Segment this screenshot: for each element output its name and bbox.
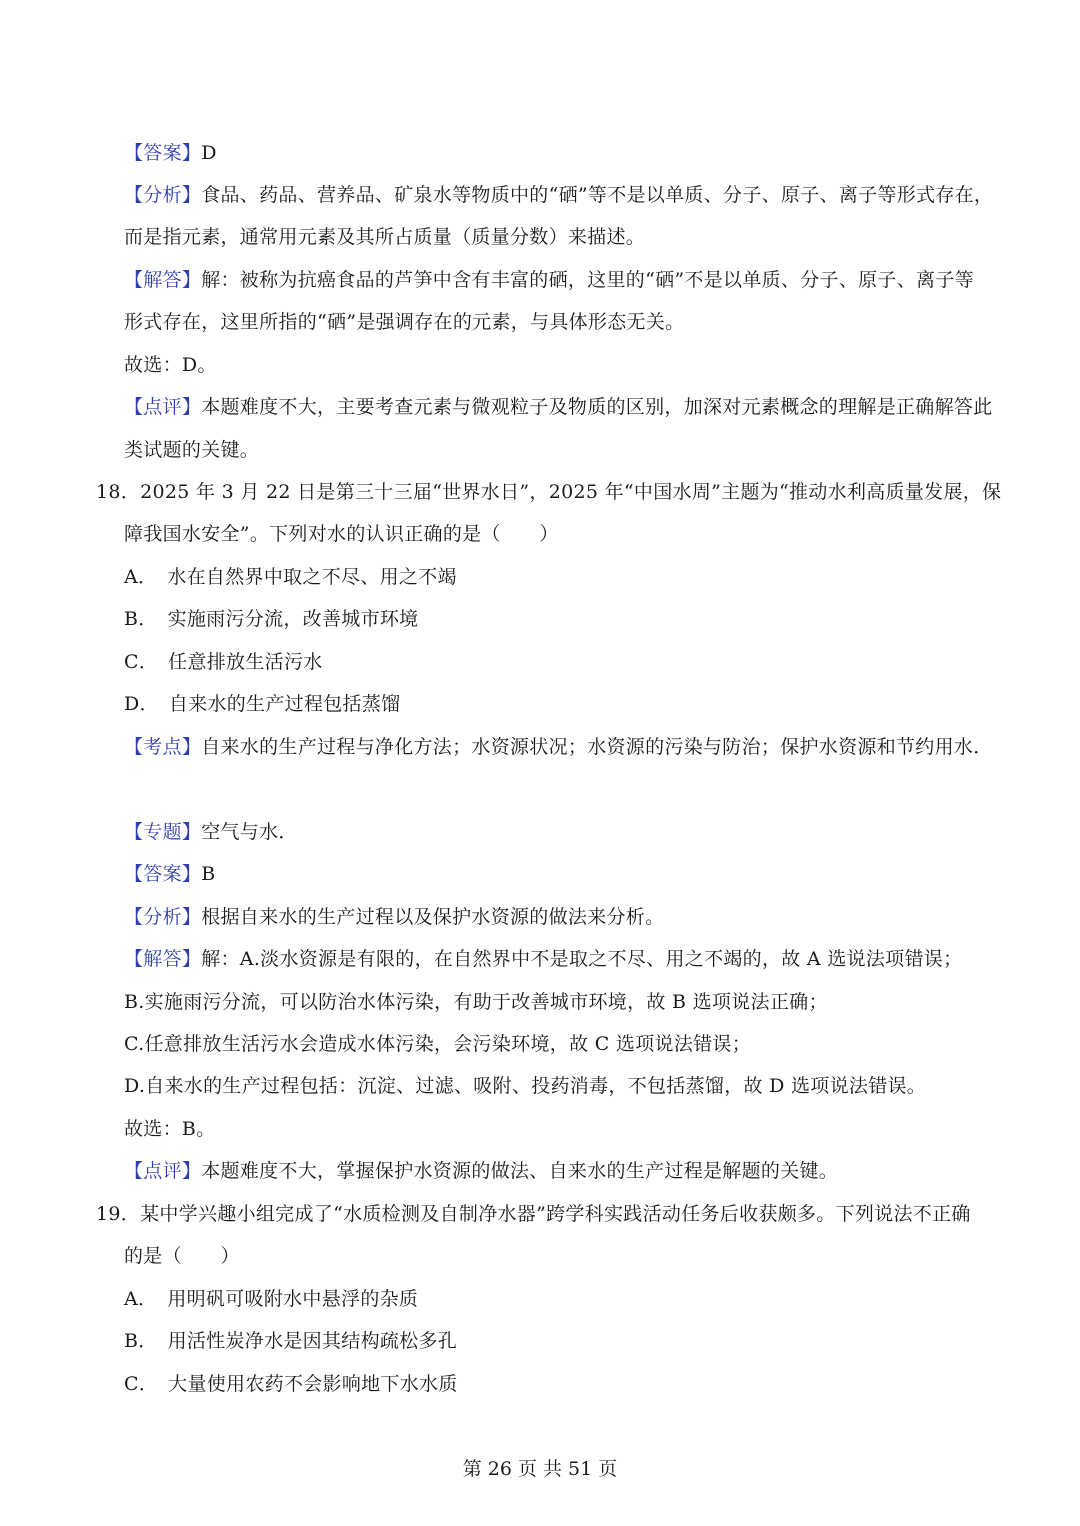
answer-tag: 【答案】	[124, 142, 202, 164]
option-letter: D．	[124, 693, 159, 715]
q18-choose: 故选：B。	[124, 1118, 216, 1140]
analysis-text: 食品、药品、营养品、矿泉水等物质中的“硒”等不是以单质、分子、原子、离子等形式存在，	[201, 184, 994, 206]
q18-option-a	[124, 564, 457, 590]
option-text: 大量使用农药不会影响地下水水质	[168, 1373, 458, 1395]
point-tag: 【考点】	[124, 736, 202, 758]
q17-solution-line-2: 形式存在，这里所指的“硒”是强调存在的元素，与具体形态无关。	[124, 311, 685, 333]
q18-analysis	[124, 904, 664, 930]
q19-option-a	[124, 1286, 418, 1312]
option-text: 任意排放生活污水	[168, 651, 323, 673]
comment-tag: 【点评】	[124, 396, 202, 418]
q19-stem-line-2: 的是（ ）	[124, 1245, 240, 1267]
q18-stem-line-1: 18．2025 年 3 月 22 日是第三十三届“世界水日”，2025 年“中国水周”主题为“推动水利高质量发展，保	[96, 481, 1002, 503]
analysis-tag: 【分析】	[124, 906, 202, 928]
analysis-tag: 【分析】	[124, 184, 202, 206]
topic-tag: 【专题】	[124, 821, 202, 843]
option-text: 用活性炭净水是因其结构疏松多孔	[167, 1330, 458, 1352]
answer-value: D	[201, 142, 217, 164]
q19-option-c	[124, 1371, 458, 1397]
q17-analysis-line-2: 而是指元素，通常用元素及其所占质量（质量分数）来描述。	[124, 226, 646, 248]
q17-analysis-line-1	[124, 182, 993, 208]
q18-option-c	[124, 649, 323, 675]
solution-tag: 【解答】	[124, 948, 202, 970]
q18-option-b	[124, 606, 418, 632]
point-text: 自来水的生产过程与净化方法；水资源状况；水资源的污染与防治；保护水资源和节约用水．	[201, 736, 993, 758]
comment-text: 本题难度不大，掌握保护水资源的做法、自来水的生产过程是解题的关键。	[201, 1160, 839, 1182]
comment-text: 本题难度不大，主要考查元素与微观粒子及物质的区别，加深对元素概念的理解是正确解答此	[201, 396, 993, 418]
solution-text: 解：A.淡水资源是有限的，在自然界中不是取之不尽、用之不竭的，故 A 选说法项错误；	[201, 948, 963, 970]
answer-value: B	[201, 863, 216, 885]
q17-solution-line-1	[124, 267, 974, 293]
q18-solution-line-2: B.实施雨污分流，可以防治水体污染，有助于改善城市环境，故 B 选项说法正确；	[124, 991, 828, 1013]
q18-comment	[124, 1158, 838, 1184]
option-letter: C．	[124, 1373, 159, 1395]
solution-text: 解：被称为抗癌食品的芦笋中含有丰富的硒，这里的“硒”不是以单质、分子、原子、离子等	[201, 269, 974, 291]
analysis-text: 根据自来水的生产过程以及保护水资源的做法来分析。	[201, 906, 665, 928]
q17-comment-line-1	[124, 394, 993, 420]
option-letter: A．	[124, 566, 158, 588]
q19-option-b	[124, 1328, 457, 1354]
option-letter: B．	[124, 1330, 158, 1352]
q17-comment-line-2: 类试题的关键。	[124, 439, 260, 461]
option-text: 用明矾可吸附水中悬浮的杂质	[167, 1288, 419, 1310]
q18-stem-line-2: 障我国水安全”。下列对水的认识正确的是（ ）	[124, 523, 559, 545]
topic-text: 空气与水．	[201, 821, 298, 843]
solution-tag: 【解答】	[124, 269, 202, 291]
q18-solution-line-1	[124, 946, 962, 972]
comment-tag: 【点评】	[124, 1160, 202, 1182]
q17-choose: 故选：D。	[124, 354, 217, 376]
q18-point	[124, 734, 993, 760]
answer-tag: 【答案】	[124, 863, 202, 885]
q18-solution-line-4: D.自来水的生产过程包括：沉淀、过滤、吸附、投药消毒，不包括蒸馏，故 D 选项说法错误。	[124, 1075, 927, 1097]
q18-option-d	[124, 691, 400, 717]
option-letter: C．	[124, 651, 159, 673]
q17-answer	[124, 140, 217, 166]
q19-stem-line-1: 19．某中学兴趣小组完成了“水质检测及自制净水器”跨学科实践活动任务后收获颇多。下列说法不正确	[96, 1203, 971, 1225]
option-text: 实施雨污分流，改善城市环境	[167, 608, 419, 630]
q18-topic	[124, 819, 298, 845]
option-text: 水在自然界中取之不尽、用之不竭	[167, 566, 457, 588]
q18-answer	[124, 861, 215, 887]
page-footer: 第 26 页 共 51 页	[462, 1458, 618, 1480]
option-letter: B．	[124, 608, 158, 630]
option-letter: A．	[124, 1288, 158, 1310]
q18-solution-line-3: C.任意排放生活污水会造成水体污染，会污染环境，故 C 选项说法错误；	[124, 1033, 752, 1055]
option-text: 自来水的生产过程包括蒸馏	[168, 693, 401, 715]
